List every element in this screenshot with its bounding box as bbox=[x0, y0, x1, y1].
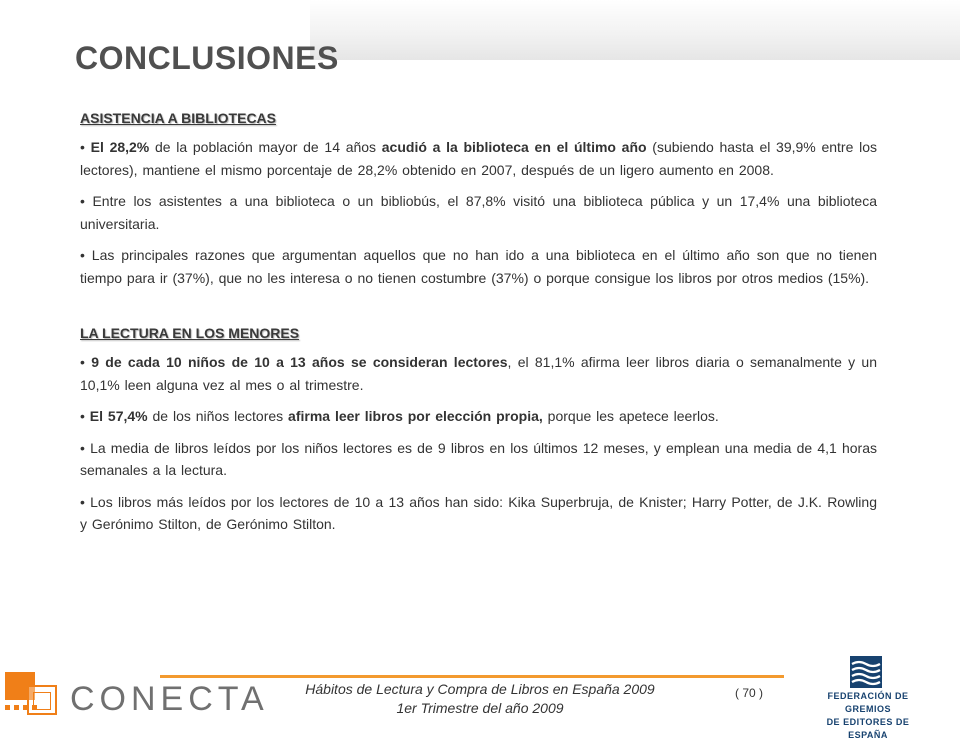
text: de la población mayor de 14 años bbox=[149, 139, 382, 155]
conecta-logo-icon bbox=[5, 672, 65, 717]
text: (subiendo hasta el 39,9% entre los lectores), mantiene el mismo porcentaje de 28,2% obtenido en 2007, después de un ligero aumento en 2008. bbox=[80, 139, 877, 178]
footer-line-2: 1er Trimestre del año 2009 bbox=[396, 700, 564, 716]
slide-title: CONCLUSIONES bbox=[75, 40, 339, 76]
bullet: • bbox=[80, 247, 85, 263]
fge-logo-text bbox=[806, 690, 930, 742]
paragraph-biblioteca-razones bbox=[80, 244, 877, 289]
text: Entre los asistentes a una biblioteca o un bibliobús, el 87,8% visitó una biblioteca pública y un 17,4% una biblioteca universitaria. bbox=[80, 193, 877, 232]
text: La media de libros leídos por los niños lectores es de 9 libros en los últimos 12 meses, y emplean una media de 4,1 horas semanales a la lectura. bbox=[80, 439, 877, 478]
slide-content bbox=[80, 110, 877, 536]
section-heading-menores: LA LECTURA EN LOS MENORES bbox=[80, 325, 300, 341]
bold-text: El 28,2% bbox=[90, 139, 150, 155]
paragraph-menores-libros bbox=[80, 491, 877, 536]
bullet: • bbox=[80, 408, 85, 424]
logo-dots bbox=[5, 705, 37, 710]
text: porque les apetece leerlos. bbox=[542, 408, 719, 424]
text: Los libros más leídos por los lectores de 10 a 13 años han sido: Kika Superbruja, de Knister; Harry Potter, de J.K. Rowling y Gerónimo Stilton, de Gerónimo Stilton. bbox=[80, 493, 877, 532]
text: , el 81,1% afirma leer libros diaria o semanalmente y un 10,1% leen alguna vez al mes o al trimestre. bbox=[80, 354, 878, 393]
paragraph-menores-eleccion bbox=[80, 405, 877, 428]
bullet: • bbox=[80, 193, 85, 209]
fge-line-2: DE EDITORES DE ESPAÑA bbox=[826, 717, 910, 740]
paragraph-biblioteca-tipos bbox=[80, 190, 877, 235]
fge-emblem-icon bbox=[850, 656, 882, 688]
paragraph-menores-lectores bbox=[80, 351, 877, 396]
bold-text: El 57,4% bbox=[89, 408, 148, 424]
paragraph-biblioteca-asistencia bbox=[80, 136, 877, 181]
text: Las principales razones que argumentan aquellos que no han ido a una biblioteca en el último año son que no tienen tiempo para ir (37%), que no les interesa o no tienen costumbre (37%) o porque consigue los libros por otros medios (15%). bbox=[80, 247, 877, 286]
fge-line-1: FEDERACIÓN DE GREMIOS bbox=[827, 691, 909, 714]
title-band bbox=[310, 0, 960, 60]
footer-caption bbox=[230, 680, 730, 718]
paragraph-menores-media bbox=[80, 437, 877, 482]
bullet: • bbox=[80, 493, 85, 510]
footer-divider bbox=[160, 675, 784, 678]
bullet: • bbox=[80, 439, 85, 456]
section-heading-bibliotecas: ASISTENCIA A BIBLIOTECAS bbox=[80, 110, 277, 126]
bold-text: 9 de cada 10 niños de 10 a 13 años se consideran lectores bbox=[91, 354, 508, 370]
bold-text: acudió a la biblioteca en el último año bbox=[381, 139, 647, 155]
conecta-logo-text: CONECTA bbox=[70, 680, 269, 718]
text: de los niños lectores bbox=[147, 408, 289, 424]
bullet: • bbox=[80, 354, 85, 370]
footer-line-1: Hábitos de Lectura y Compra de Libros en España 2009 bbox=[305, 681, 655, 697]
page-number: ( 70 ) bbox=[735, 686, 764, 700]
bullet: • bbox=[80, 139, 85, 155]
bold-text: afirma leer libros por elección propia, bbox=[288, 408, 543, 424]
